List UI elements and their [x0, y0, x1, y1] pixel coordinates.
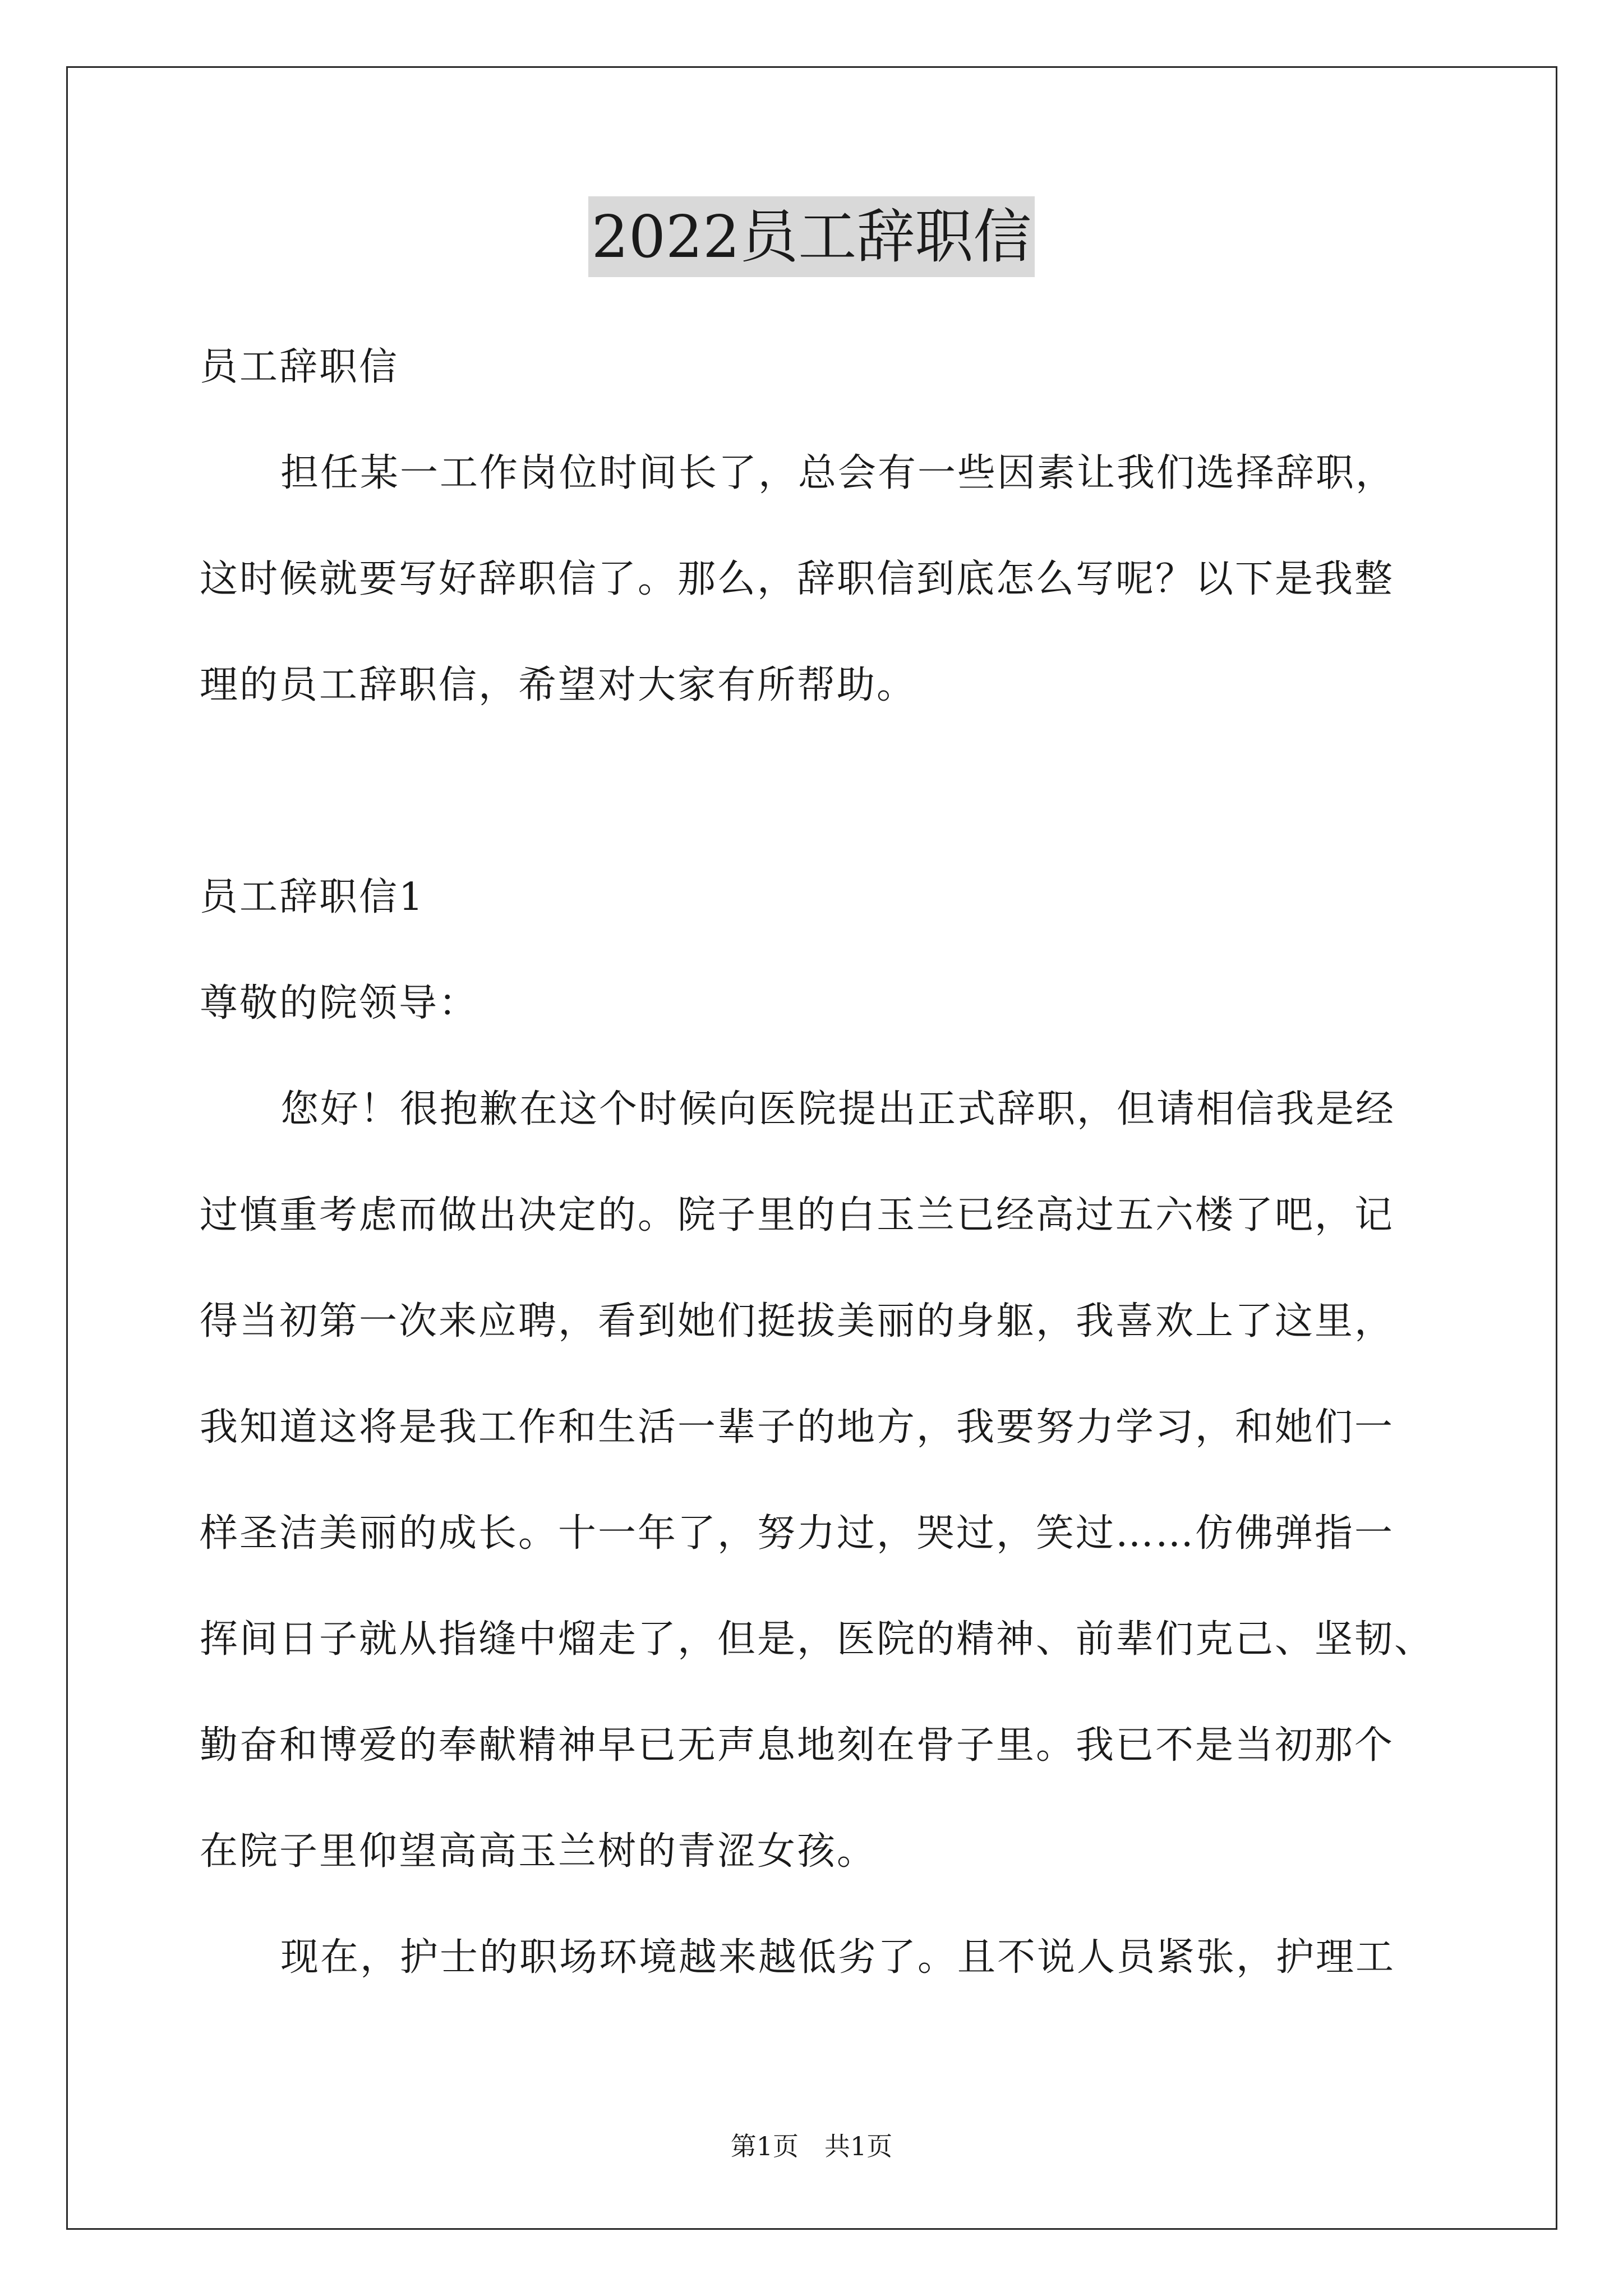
text-line: 在院子里仰望高高玉兰树的青涩女孩。 — [200, 1829, 877, 1874]
text-line: 您好！很抱歉在这个时候向医院提出正式辞职，但请相信我是经 — [280, 1087, 1396, 1131]
text-line: 得当初第一次来应聘，看到她们挺拔美丽的身躯，我喜欢上了这里， — [200, 1299, 1395, 1343]
document-body — [200, 314, 1467, 2010]
text-line: 样圣洁美丽的成长。十一年了，努力过，哭过，笑过……仿佛弹指一 — [200, 1511, 1395, 1556]
text-line: 挥间日子就从指缝中熘走了，但是，医院的精神、前辈们克己、坚韧、 — [200, 1617, 1435, 1662]
blank-line — [200, 738, 1467, 844]
text-line: 勤奋和博爱的奉献精神早已无声息地刻在骨子里。我已不是当初那个 — [200, 1723, 1395, 1768]
text-line: 理的员工辞职信，希望对大家有所帮助。 — [200, 663, 917, 707]
text-line: 员工辞职信 — [200, 345, 399, 389]
document-title: 2022员工辞职信 — [588, 196, 1035, 277]
text-line: 尊敬的院领导： — [200, 981, 479, 1025]
text-line: 过慎重考虑而做出决定的。院子里的白玉兰已经高过五六楼了吧，记 — [200, 1193, 1395, 1237]
text-line: 我知道这将是我工作和生活一辈子的地方，我要努力学习，和她们一 — [200, 1405, 1395, 1450]
text-line: 现在，护士的职场环境越来越低劣了。且不说人员紧张，护理工 — [280, 1935, 1396, 1980]
text-line: 这时候就要写好辞职信了。那么，辞职信到底怎么写呢？以下是我整 — [200, 557, 1395, 601]
title-container — [0, 196, 1623, 277]
text-line: 员工辞职信1 — [200, 875, 425, 919]
text-line: 担任某一工作岗位时间长了，总会有一些因素让我们选择辞职， — [280, 451, 1396, 495]
page-footer: 第1页 共1页 — [730, 2131, 893, 2161]
